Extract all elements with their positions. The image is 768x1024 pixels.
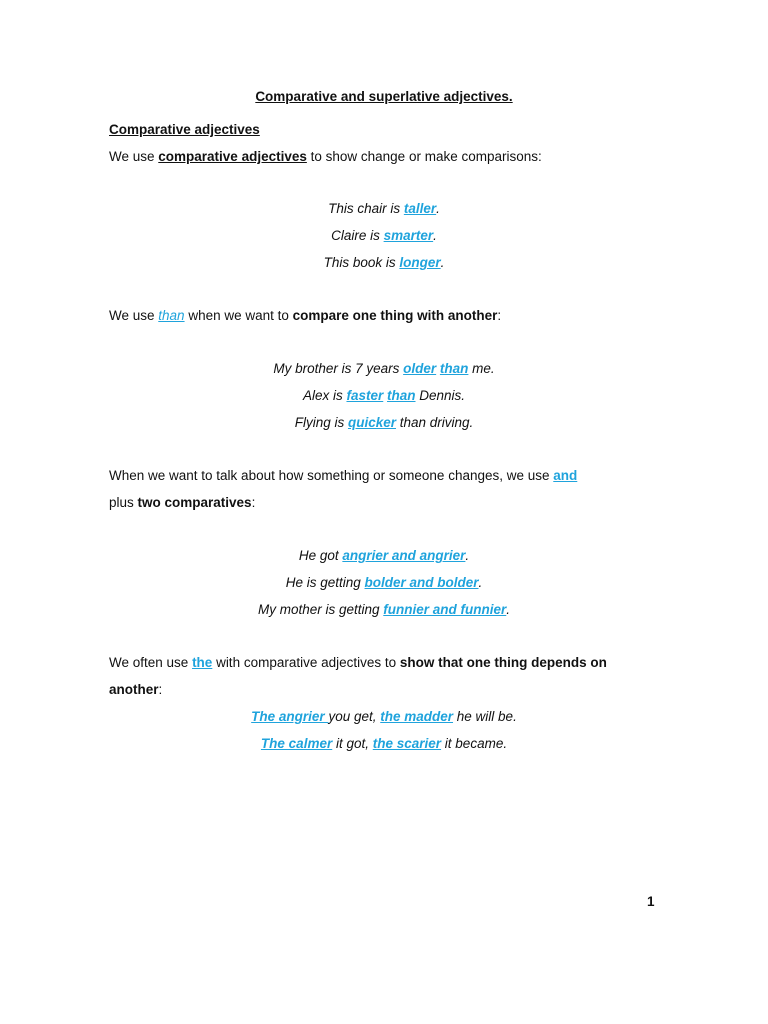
highlight-word: taller bbox=[403, 201, 437, 216]
example-text: . bbox=[436, 201, 440, 216]
and-paragraph-line1 bbox=[109, 466, 577, 486]
highlight-word: than bbox=[387, 388, 416, 403]
intro-term: comparative adjectives bbox=[158, 149, 307, 164]
example-line bbox=[0, 573, 768, 593]
paragraph-text: plus bbox=[109, 495, 138, 510]
example-line bbox=[0, 546, 768, 566]
example-text: me. bbox=[468, 361, 495, 376]
bold-phrase: another bbox=[109, 682, 159, 697]
highlight-word: than bbox=[158, 308, 185, 323]
example-text: he will be. bbox=[453, 709, 517, 724]
the-paragraph-line1 bbox=[109, 653, 607, 673]
example-text: My brother is 7 years bbox=[273, 361, 404, 376]
highlight-word: The calmer bbox=[260, 736, 333, 751]
highlight-word: faster bbox=[346, 388, 384, 403]
and-paragraph-line2 bbox=[109, 493, 255, 513]
example-line bbox=[0, 707, 768, 727]
highlight-word: quicker bbox=[347, 415, 396, 430]
example-line bbox=[0, 600, 768, 620]
example-text: it got, bbox=[332, 736, 373, 751]
example-line bbox=[0, 359, 768, 379]
highlight-word: the bbox=[192, 655, 213, 670]
paragraph-text: : bbox=[158, 682, 163, 697]
than-paragraph bbox=[109, 306, 501, 326]
example-line bbox=[0, 253, 768, 273]
paragraph-text: when we want to bbox=[184, 308, 293, 323]
example-text: . bbox=[465, 548, 470, 563]
document-title: Comparative and superlative adjectives. bbox=[255, 89, 513, 104]
intro-pre: We use bbox=[109, 149, 159, 164]
paragraph-text: with comparative adjectives to bbox=[212, 655, 400, 670]
intro-paragraph bbox=[109, 147, 542, 167]
bold-phrase: compare one thing with another bbox=[292, 308, 498, 323]
highlight-word: and bbox=[553, 468, 578, 483]
highlight-word: The angrier bbox=[251, 709, 329, 724]
example-text: it became. bbox=[441, 736, 508, 751]
page-number: 1 bbox=[647, 894, 655, 909]
paragraph-text: We often use bbox=[109, 655, 193, 670]
example-line bbox=[0, 734, 768, 754]
bold-phrase: two comparatives bbox=[137, 495, 252, 510]
highlight-word: angrier and angrier bbox=[342, 548, 466, 563]
highlight-word: funnier and funnier bbox=[383, 602, 507, 617]
section-heading: Comparative adjectives bbox=[109, 122, 260, 137]
highlight-word: older bbox=[403, 361, 437, 376]
example-text: This book is bbox=[323, 255, 400, 270]
example-text: . bbox=[478, 575, 483, 590]
intro-post: to show change or make comparisons: bbox=[306, 149, 542, 164]
example-text: He got bbox=[298, 548, 343, 563]
example-text: than driving. bbox=[396, 415, 474, 430]
example-line bbox=[0, 386, 768, 406]
example-line bbox=[0, 413, 768, 433]
example-text: . bbox=[440, 255, 445, 270]
paragraph-text: : bbox=[251, 495, 256, 510]
highlight-word: smarter bbox=[383, 228, 434, 243]
highlight-word: than bbox=[439, 361, 469, 376]
highlight-word: the scarier bbox=[372, 736, 442, 751]
example-text: . bbox=[433, 228, 437, 243]
example-text: He is getting bbox=[285, 575, 365, 590]
example-text: . bbox=[506, 602, 511, 617]
highlight-word: bolder and bolder bbox=[364, 575, 479, 590]
example-text: Alex is bbox=[302, 388, 347, 403]
example-text: Dennis. bbox=[415, 388, 466, 403]
example-text: Claire is bbox=[331, 228, 384, 243]
paragraph-text: When we want to talk about how something or someone changes, we use bbox=[109, 468, 554, 483]
example-text: Flying is bbox=[294, 415, 348, 430]
example-text: My mother is getting bbox=[257, 602, 384, 617]
example-line bbox=[0, 199, 768, 219]
example-text: you get, bbox=[328, 709, 381, 724]
highlight-word: longer bbox=[399, 255, 441, 270]
paragraph-text: : bbox=[497, 308, 502, 323]
the-paragraph-line2 bbox=[109, 680, 162, 700]
highlight-word: the madder bbox=[380, 709, 454, 724]
example-line bbox=[0, 226, 768, 246]
bold-phrase: show that one thing depends on bbox=[399, 655, 607, 670]
paragraph-text: We use bbox=[109, 308, 159, 323]
example-text: This chair is bbox=[328, 201, 404, 216]
